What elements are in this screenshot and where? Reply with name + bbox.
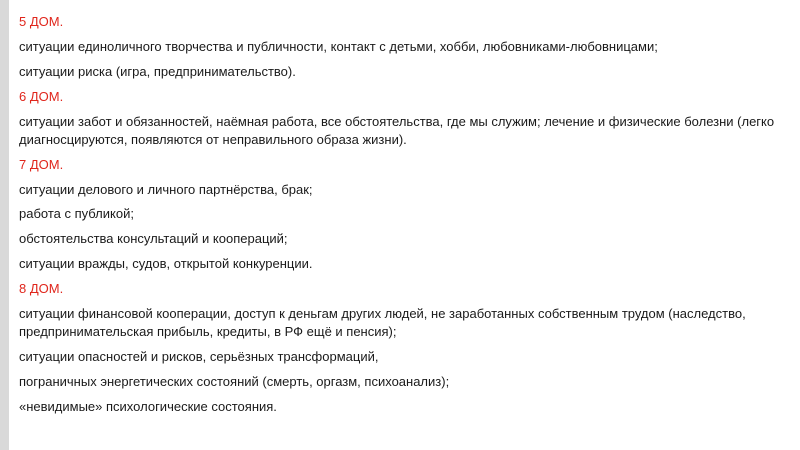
house-5-heading: 5 ДОМ. xyxy=(19,14,64,29)
left-accent-bar xyxy=(0,0,9,450)
house-6-heading: 6 ДОМ. xyxy=(19,88,64,104)
slide-content xyxy=(19,13,789,423)
house-7-line-2: работа с публикой; xyxy=(19,206,134,222)
house-5-line-1: ситуации единоличного творчества и публичности, контакт с детьми, хобби, любовниками-любовницами; xyxy=(19,38,658,54)
house-8-line-2: ситуации опасностей и рисков, серьёзных трансформаций, xyxy=(19,349,379,364)
house-7-heading: 7 ДОМ. xyxy=(19,156,64,172)
house-5-line-2: ситуации риска (игра, предпринимательство). xyxy=(19,63,296,79)
house-8-heading: 8 ДОМ. xyxy=(19,281,64,297)
house-8-line-4: «невидимые» психологические состояния. xyxy=(19,398,277,414)
house-8-line-1: ситуации финансовой кооперации, доступ к деньгам других людей, не заработанных собственным трудом (наследство, предпринимательская прибыль, кредиты, в РФ ещё и пенсия); xyxy=(19,306,746,340)
house-7-line-3: обстоятельства консультаций и коопераций; xyxy=(19,231,288,247)
house-6-line-1: ситуации забот и обязанностей, наёмная работа, все обстоятельства, где мы служим; лечение и физические болезни (легко диагносцируются, появляются от неправильного образа жизни). xyxy=(19,113,775,147)
house-8-line-3: пограничных энергетических состояний (смерть, оргазм, психоанализ); xyxy=(19,373,450,389)
house-7-line-4: ситуации вражды, судов, открытой конкуренции. xyxy=(19,256,313,272)
house-7-line-1: ситуации делового и личного партнёрства, брак; xyxy=(19,181,313,197)
